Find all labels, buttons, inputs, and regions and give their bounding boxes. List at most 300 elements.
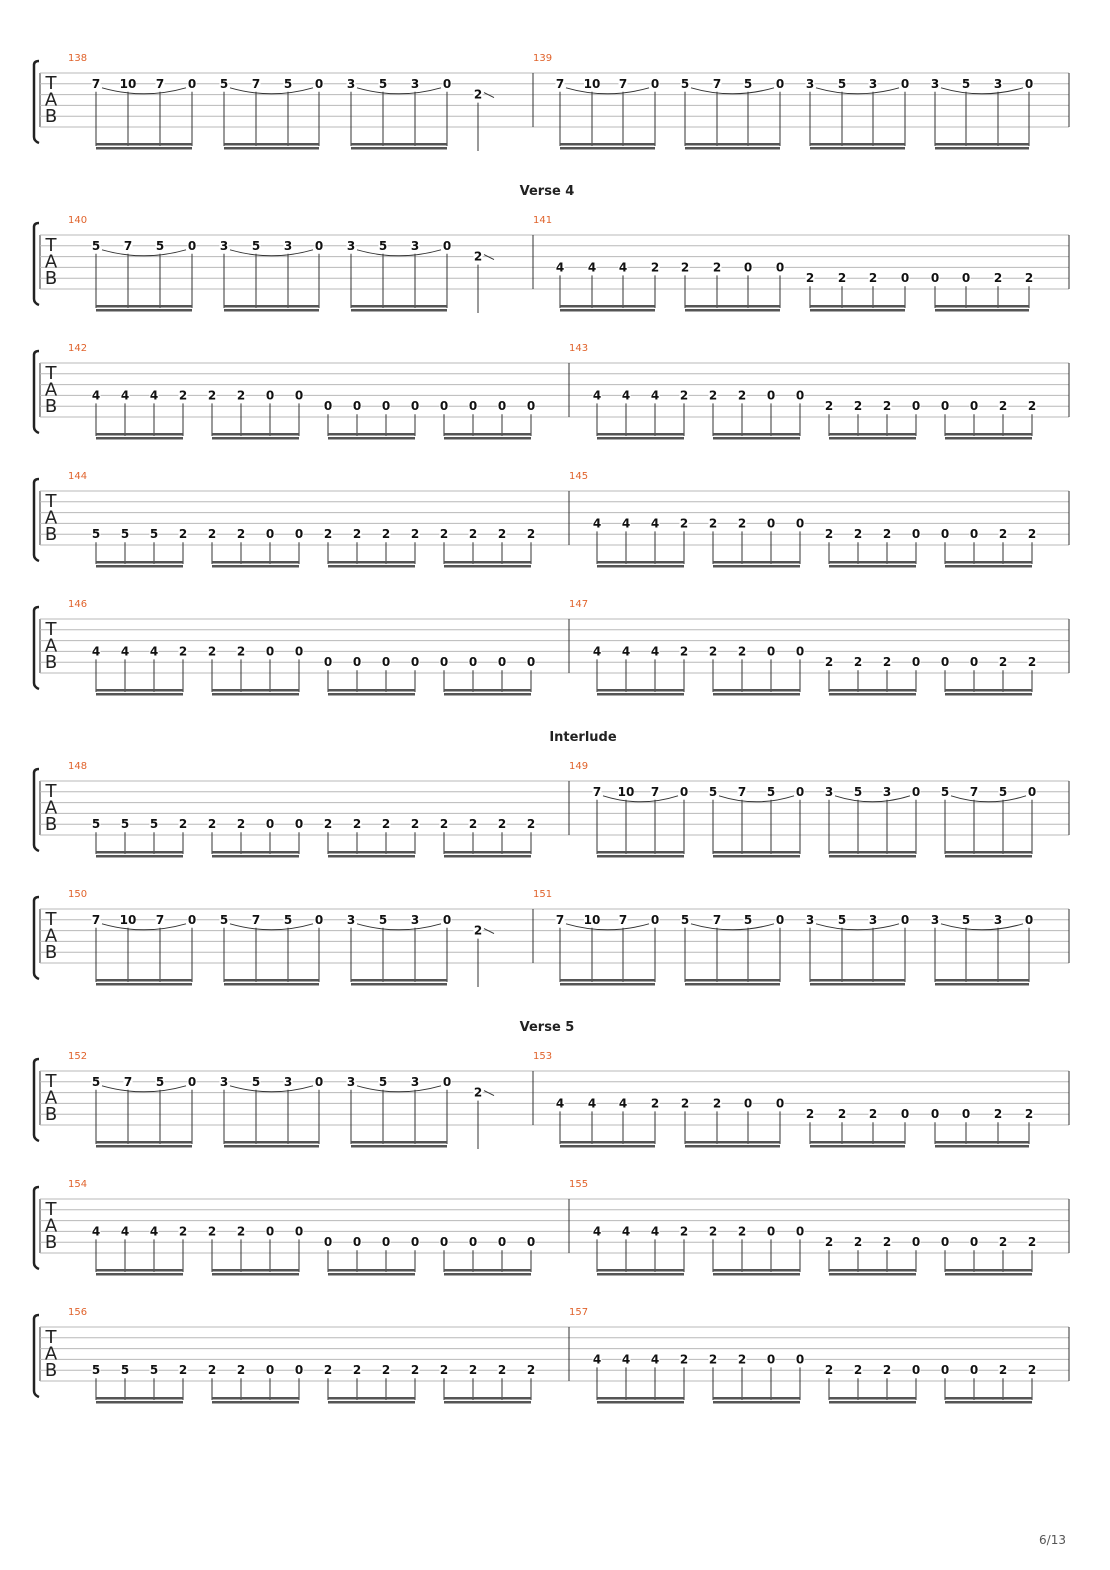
- fret-number: 4: [618, 1096, 628, 1111]
- slur-arc: [691, 924, 774, 930]
- fret-number: 0: [323, 399, 333, 414]
- fret-number: 0: [442, 912, 452, 927]
- tab-clef-letter: T: [45, 781, 57, 802]
- fret-number: 0: [187, 1074, 197, 1089]
- beam-primary: [597, 433, 684, 436]
- beam-secondary: [945, 1401, 1032, 1404]
- measure-number: 149: [569, 761, 589, 772]
- tab-clef-letter: A: [44, 1343, 58, 1365]
- fret-number: 2: [1027, 1235, 1037, 1250]
- tab-clef-letter: B: [44, 396, 58, 417]
- fret-number: 5: [680, 76, 690, 91]
- beam-primary: [96, 689, 183, 692]
- beam-primary: [351, 305, 447, 308]
- fret-number: 2: [497, 817, 507, 832]
- beam-primary: [444, 1397, 531, 1400]
- fret-number: 4: [91, 1224, 101, 1239]
- beam-primary: [597, 1269, 684, 1272]
- beam-primary: [224, 143, 319, 146]
- fret-number: 2: [650, 1096, 660, 1111]
- fret-number: 2: [708, 644, 718, 659]
- beam-secondary: [444, 565, 531, 568]
- beam-primary: [444, 851, 531, 854]
- fret-number: 0: [294, 388, 304, 403]
- section-label: Verse 5: [519, 1020, 575, 1035]
- tab-system: [34, 599, 1069, 696]
- fret-number: 2: [712, 260, 722, 275]
- beam-primary: [560, 143, 655, 146]
- beam-secondary: [935, 983, 1029, 986]
- tab-system: [34, 343, 1069, 440]
- beam-secondary: [96, 1145, 192, 1148]
- fret-number: 0: [969, 1363, 979, 1378]
- fret-number: 5: [283, 912, 293, 927]
- fret-number: 0: [1024, 76, 1034, 91]
- fret-number: 2: [737, 388, 747, 403]
- beam-secondary: [829, 693, 916, 696]
- measure-number: 156: [68, 1307, 88, 1318]
- fret-number: 2: [998, 1235, 1008, 1250]
- fret-number: 0: [930, 1107, 940, 1122]
- system-bracket: [34, 61, 39, 143]
- fret-number: 2: [410, 817, 420, 832]
- fret-number: 10: [583, 912, 601, 927]
- fret-number: 7: [618, 912, 628, 927]
- fret-number: 2: [410, 527, 420, 542]
- system-bracket: [34, 1315, 39, 1397]
- tab-clef-letter: T: [45, 619, 57, 640]
- beam-secondary: [96, 147, 192, 150]
- fret-number: 4: [650, 1224, 660, 1239]
- fret-number: 2: [712, 1096, 722, 1111]
- section-label: Interlude: [549, 730, 617, 745]
- fret-number: 3: [410, 238, 420, 253]
- fret-number: 3: [219, 1074, 229, 1089]
- fret-number: 2: [998, 527, 1008, 542]
- fret-number: 2: [526, 817, 536, 832]
- tab-clef-letter: B: [44, 814, 58, 835]
- beam-primary: [328, 1269, 415, 1272]
- fret-number: 3: [410, 912, 420, 927]
- beam-primary: [96, 305, 192, 308]
- fret-number: 2: [323, 1363, 333, 1378]
- fret-number: 0: [442, 76, 452, 91]
- tab-system: [34, 1020, 1069, 1149]
- slur-arc: [566, 924, 649, 930]
- slur-arc: [357, 1086, 441, 1092]
- fret-number: 3: [283, 238, 293, 253]
- beam-primary: [96, 851, 183, 854]
- fret-number: 2: [824, 655, 834, 670]
- fret-number: 0: [314, 238, 324, 253]
- fret-number: 5: [219, 76, 229, 91]
- beam-primary: [713, 1397, 800, 1400]
- beam-primary: [351, 979, 447, 982]
- fret-number: 4: [650, 1352, 660, 1367]
- fret-number: 5: [378, 238, 388, 253]
- fret-number: 0: [526, 399, 536, 414]
- fret-number: 3: [930, 912, 940, 927]
- fret-number: 2: [178, 388, 188, 403]
- fret-number: 0: [439, 399, 449, 414]
- fret-number: 2: [1027, 1363, 1037, 1378]
- fret-number: 3: [868, 912, 878, 927]
- fret-number: 4: [592, 516, 602, 531]
- fret-number: 0: [795, 1352, 805, 1367]
- tab-clef-letter: T: [45, 909, 57, 930]
- beam-primary: [560, 1141, 655, 1144]
- beam-secondary: [328, 855, 415, 858]
- fret-number: 5: [120, 817, 130, 832]
- fret-number: 2: [236, 1224, 246, 1239]
- fret-number: 0: [497, 655, 507, 670]
- measure-number: 150: [68, 889, 88, 900]
- fret-number: 0: [795, 784, 805, 799]
- fret-number: 7: [555, 912, 565, 927]
- fret-number: 0: [795, 516, 805, 531]
- fret-number: 0: [187, 912, 197, 927]
- fret-number: 2: [468, 527, 478, 542]
- fret-number: 0: [187, 238, 197, 253]
- beam-secondary: [810, 147, 905, 150]
- beam-primary: [96, 1141, 192, 1144]
- slur-arc: [603, 796, 678, 802]
- fret-number: 0: [775, 1096, 785, 1111]
- slur-arc: [102, 250, 186, 256]
- fret-number: 0: [775, 912, 785, 927]
- tab-clef-letter: T: [45, 491, 57, 512]
- fret-number: 2: [868, 271, 878, 286]
- fret-number: 2: [853, 1363, 863, 1378]
- fret-number: 2: [993, 271, 1003, 286]
- fret-number: 0: [795, 644, 805, 659]
- slur-arc: [941, 88, 1023, 94]
- beam-primary: [945, 689, 1032, 692]
- fret-number: 5: [283, 76, 293, 91]
- fret-number: 2: [439, 527, 449, 542]
- beam-secondary: [96, 565, 183, 568]
- fret-number: 5: [378, 76, 388, 91]
- fret-number: 4: [621, 644, 631, 659]
- beam-secondary: [935, 147, 1029, 150]
- fret-number: 0: [294, 1224, 304, 1239]
- beam-secondary: [96, 855, 183, 858]
- tab-system: [34, 184, 1069, 313]
- fret-number: 3: [283, 1074, 293, 1089]
- beam-primary: [444, 1269, 531, 1272]
- fret-number: 4: [587, 260, 597, 275]
- fret-number: 2: [207, 644, 217, 659]
- beam-secondary: [224, 983, 319, 986]
- beam-secondary: [328, 437, 415, 440]
- fret-number: 0: [930, 271, 940, 286]
- tab-system: [34, 471, 1069, 568]
- slur-arc: [566, 88, 649, 94]
- beam-secondary: [444, 1401, 531, 1404]
- fret-number: 5: [91, 238, 101, 253]
- fret-number: 10: [583, 76, 601, 91]
- fret-number: 7: [155, 76, 165, 91]
- fret-number: 2: [882, 527, 892, 542]
- beam-secondary: [224, 309, 319, 312]
- fret-number: 4: [592, 388, 602, 403]
- tab-clef-letter: T: [45, 235, 57, 256]
- tab-clef-letter: T: [45, 363, 57, 384]
- fret-number: 4: [650, 388, 660, 403]
- fret-number: 0: [442, 1074, 452, 1089]
- fret-number: 0: [265, 817, 275, 832]
- fret-number: 0: [381, 1235, 391, 1250]
- fret-number: 10: [617, 784, 635, 799]
- measure-number: 138: [68, 53, 88, 64]
- fret-number: 4: [618, 260, 628, 275]
- fret-number: 5: [91, 1363, 101, 1378]
- tab-clef-letter: B: [44, 524, 58, 545]
- beam-primary: [212, 1397, 299, 1400]
- slur-arc: [230, 250, 313, 256]
- fret-number: 2: [1027, 399, 1037, 414]
- beam-secondary: [560, 983, 655, 986]
- beam-secondary: [351, 309, 447, 312]
- fret-number: 5: [998, 784, 1008, 799]
- slur-arc: [102, 88, 186, 94]
- fret-number: 3: [993, 912, 1003, 927]
- tab-system: [34, 53, 1069, 151]
- fret-number: 0: [323, 655, 333, 670]
- beam-secondary: [212, 1401, 299, 1404]
- fret-number: 5: [961, 76, 971, 91]
- fret-number: 2: [853, 527, 863, 542]
- fret-number: 3: [346, 1074, 356, 1089]
- slur-arc: [102, 1086, 186, 1092]
- tab-clef-letter: B: [44, 652, 58, 673]
- fret-number: 2: [1024, 271, 1034, 286]
- beam-secondary: [351, 147, 447, 150]
- beam-primary: [945, 851, 1032, 854]
- measure-number: 157: [569, 1307, 589, 1318]
- measure-number: 139: [533, 53, 553, 64]
- fret-number: 2: [679, 1352, 689, 1367]
- fret-number: 4: [120, 388, 130, 403]
- tab-clef-letter: B: [44, 1232, 58, 1253]
- fret-number: 0: [323, 1235, 333, 1250]
- slur-arc: [816, 924, 899, 930]
- fret-number: 2: [882, 655, 892, 670]
- fret-number: 2: [708, 1224, 718, 1239]
- beam-secondary: [212, 437, 299, 440]
- fret-number: 2: [207, 1224, 217, 1239]
- fret-number: 0: [911, 784, 921, 799]
- fret-number: 0: [381, 655, 391, 670]
- fret-number: 0: [497, 399, 507, 414]
- tab-clef-letter: T: [45, 1327, 57, 1348]
- fret-number: 10: [119, 912, 137, 927]
- fret-number: 0: [679, 784, 689, 799]
- beam-primary: [685, 143, 780, 146]
- beam-secondary: [224, 1145, 319, 1148]
- fret-number: 0: [940, 1235, 950, 1250]
- fret-number: 3: [346, 238, 356, 253]
- fret-number: 2: [323, 527, 333, 542]
- fret-number: 0: [969, 527, 979, 542]
- fret-number: 5: [940, 784, 950, 799]
- fret-number: 2: [497, 527, 507, 542]
- fret-number: 0: [940, 527, 950, 542]
- fret-number: 5: [680, 912, 690, 927]
- beam-primary: [829, 433, 916, 436]
- slur-arc: [357, 250, 441, 256]
- beam-primary: [945, 561, 1032, 564]
- fret-number: 3: [410, 76, 420, 91]
- fret-number: 2: [381, 527, 391, 542]
- fret-number: 2: [352, 817, 362, 832]
- system-bracket: [34, 479, 39, 561]
- tab-clef-letter: T: [45, 1199, 57, 1220]
- fret-number: 0: [650, 912, 660, 927]
- measure-number: 151: [533, 889, 553, 900]
- beam-primary: [935, 305, 1029, 308]
- beam-secondary: [935, 1145, 1029, 1148]
- fret-number: 0: [900, 1107, 910, 1122]
- fret-number: 2: [178, 817, 188, 832]
- fret-number: 0: [766, 516, 776, 531]
- system-bracket: [34, 897, 39, 979]
- fret-number: 4: [91, 644, 101, 659]
- fret-number: 2: [882, 1363, 892, 1378]
- measure-number: 154: [68, 1179, 88, 1190]
- beam-primary: [351, 143, 447, 146]
- beam-secondary: [96, 693, 183, 696]
- beam-secondary: [945, 437, 1032, 440]
- beam-secondary: [685, 983, 780, 986]
- fret-number: 0: [650, 76, 660, 91]
- fret-number: 2: [410, 1363, 420, 1378]
- fret-number: 5: [91, 1074, 101, 1089]
- fret-number: 0: [468, 399, 478, 414]
- fret-number: 5: [378, 1074, 388, 1089]
- beam-secondary: [945, 693, 1032, 696]
- fret-number: 0: [961, 271, 971, 286]
- fret-number: 2: [439, 817, 449, 832]
- fret-number: 2: [824, 399, 834, 414]
- beam-primary: [945, 1397, 1032, 1400]
- fret-number: 2: [1027, 655, 1037, 670]
- fret-number: 2: [853, 655, 863, 670]
- fret-number: 2: [837, 271, 847, 286]
- fret-number: 2: [473, 923, 483, 938]
- beam-primary: [212, 433, 299, 436]
- fret-number: 2: [473, 87, 483, 102]
- fret-number: 3: [868, 76, 878, 91]
- tab-clef-letter: A: [44, 251, 58, 273]
- fret-number: 5: [155, 238, 165, 253]
- tab-system: [34, 889, 1069, 987]
- tab-system: [34, 730, 1069, 858]
- fret-number: 2: [526, 527, 536, 542]
- tab-clef-letter: B: [44, 1104, 58, 1125]
- fret-number: 0: [352, 655, 362, 670]
- beam-secondary: [945, 855, 1032, 858]
- fret-number: 2: [352, 527, 362, 542]
- fret-number: 2: [680, 1096, 690, 1111]
- fret-number: 2: [737, 1352, 747, 1367]
- beam-secondary: [713, 1401, 800, 1404]
- fret-number: 0: [314, 912, 324, 927]
- fret-number: 2: [679, 644, 689, 659]
- beam-primary: [829, 689, 916, 692]
- fret-number: 2: [824, 1363, 834, 1378]
- fret-number: 4: [149, 644, 159, 659]
- beam-primary: [597, 689, 684, 692]
- beam-primary: [96, 1269, 183, 1272]
- system-bracket: [34, 769, 39, 851]
- fret-number: 10: [119, 76, 137, 91]
- beam-secondary: [810, 1145, 905, 1148]
- beam-primary: [597, 1397, 684, 1400]
- fret-number: 3: [993, 76, 1003, 91]
- fret-number: 3: [805, 912, 815, 927]
- tab-clef-letter: T: [45, 73, 57, 94]
- beam-primary: [351, 1141, 447, 1144]
- beam-primary: [96, 979, 192, 982]
- fret-number: 0: [940, 1363, 950, 1378]
- fret-number: 3: [882, 784, 892, 799]
- beam-secondary: [96, 309, 192, 312]
- fret-number: 2: [439, 1363, 449, 1378]
- fret-number: 0: [265, 1363, 275, 1378]
- fret-number: 2: [473, 249, 483, 264]
- fret-number: 2: [236, 388, 246, 403]
- fret-number: 7: [91, 912, 101, 927]
- fret-number: 0: [775, 260, 785, 275]
- fret-number: 2: [805, 1107, 815, 1122]
- beam-primary: [212, 561, 299, 564]
- fret-number: 2: [207, 817, 217, 832]
- slur-arc: [941, 924, 1023, 930]
- tab-clef-letter: A: [44, 89, 58, 111]
- fret-number: 0: [940, 399, 950, 414]
- beam-secondary: [444, 693, 531, 696]
- beam-secondary: [829, 1273, 916, 1276]
- fret-number: 0: [410, 655, 420, 670]
- slur-arc: [102, 924, 186, 930]
- beam-secondary: [328, 565, 415, 568]
- fret-number: 7: [91, 76, 101, 91]
- fret-number: 5: [149, 817, 159, 832]
- beam-primary: [224, 979, 319, 982]
- measure-number: 145: [569, 471, 589, 482]
- beam-secondary: [560, 147, 655, 150]
- measure-number: 142: [68, 343, 88, 354]
- beam-secondary: [328, 1273, 415, 1276]
- beam-secondary: [212, 1273, 299, 1276]
- beam-secondary: [713, 693, 800, 696]
- beam-primary: [328, 851, 415, 854]
- fret-number: 2: [207, 1363, 217, 1378]
- section-label: Verse 4: [519, 184, 575, 199]
- fret-number: 0: [795, 388, 805, 403]
- beam-primary: [96, 1397, 183, 1400]
- fret-number: 5: [149, 1363, 159, 1378]
- fret-number: 0: [775, 76, 785, 91]
- beam-primary: [212, 689, 299, 692]
- fret-number: 0: [795, 1224, 805, 1239]
- fret-number: 5: [91, 527, 101, 542]
- tab-clef-letter: A: [44, 1215, 58, 1237]
- tab-clef-letter: A: [44, 635, 58, 657]
- beam-primary: [597, 561, 684, 564]
- fret-number: 7: [155, 912, 165, 927]
